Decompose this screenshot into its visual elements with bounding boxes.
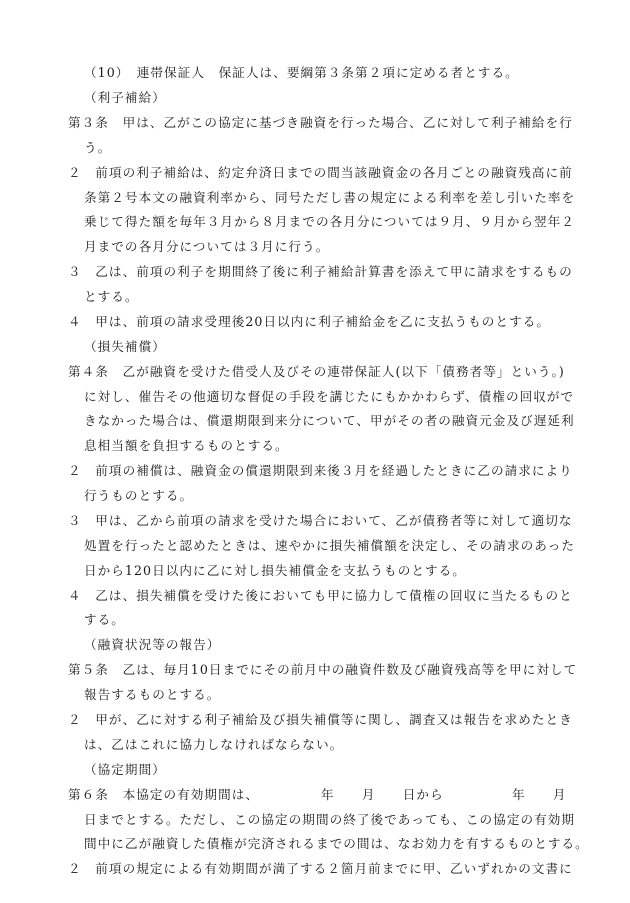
article-5-para-2-line-2: は、乙はこれに協力しなければならない。 bbox=[84, 737, 344, 752]
article-4-line-3: きなかった場合は、償還期限到来分について、甲がその者の融資元金及び遅延利 bbox=[84, 413, 575, 428]
article-6-line-1: 第６条 本協定の有効期間は、 年 月 日から 年 月 bbox=[68, 787, 567, 802]
article-4-line-1: 第４条 乙が融資を受けた借受人及びその連帯保証人(以下「債務者等」という。) bbox=[68, 364, 565, 379]
article-6-line-2: 日までとする。ただし、この協定の期間の終了後であっても、この協定の有効期 bbox=[84, 812, 576, 827]
article-4-para-4-line-2: する。 bbox=[84, 612, 125, 627]
article-4-para-2-line-1: ２ 前項の補償は、融資金の償還期限到来後３月を経過したときに乙の請求により bbox=[68, 463, 573, 478]
article-3-para-3-line-2: とする。 bbox=[84, 289, 139, 304]
article-4-para-3-line-3: 日から120日以内に乙に対し損失補償金を支払うものとする。 bbox=[84, 563, 466, 578]
article-4-para-2-line-2: 行うものとする。 bbox=[84, 488, 194, 503]
heading-interest-subsidy: （利子補給） bbox=[84, 90, 166, 105]
article-5-line-2: 報告するものとする。 bbox=[84, 687, 221, 702]
article-3-para-3-line-1: ３ 乙は、前項の利子を期間終了後に利子補給計算書を添えて甲に請求をするもの bbox=[68, 264, 573, 279]
article-4-para-3-line-1: ３ 甲は、乙から前項の請求を受けた場合において、乙が債務者等に対して適切な bbox=[68, 513, 573, 528]
heading-loss-compensation: （損失補償） bbox=[84, 339, 166, 354]
heading-agreement-period: （協定期間） bbox=[84, 762, 166, 777]
article-6-para-2-line-1: ２ 前項の規定による有効期間が満了する２箇月前までに甲、乙いずれかの文書に bbox=[68, 861, 573, 876]
article-6-line-3: 間中に乙が融資した債権が完済されるまでの間は、なお効力を有するものとする。 bbox=[84, 836, 589, 851]
article-4-line-2: に対し、催告その他適切な督促の手段を講じたにもかかわらず、債権の回収がで bbox=[84, 389, 575, 404]
article-5-para-2-line-1: ２ 甲が、乙に対する利子補給及び損失補償等に関し、調査又は報告を求めたとき bbox=[68, 712, 573, 727]
article-5-line-1: 第５条 乙は、毎月10日までにその前月中の融資件数及び融資残高等を甲に対して bbox=[68, 662, 578, 677]
article-3-line-1: 第３条 甲は、乙がこの協定に基づき融資を行った場合、乙に対して利子補給を行 bbox=[68, 115, 573, 130]
article-4-line-4: 息相当額を負担するものとする。 bbox=[84, 438, 289, 453]
heading-loan-status-report: （融資状況等の報告） bbox=[84, 637, 221, 652]
article-4-para-4-line-1: ４ 乙は、損失補償を受けた後においても甲に協力して債権の回収に当たるものと bbox=[68, 588, 573, 603]
article-3-para-2-line-1: ２ 前項の利子補給は、約定弁済日までの間当該融資金の各月ごとの融資残高に前 bbox=[68, 165, 573, 180]
item-10-guarantor: （10） 連帯保証人 保証人は、要綱第３条第２項に定める者とする。 bbox=[84, 65, 519, 80]
article-3-para-2-line-2: 条第２号本文の融資利率から、同号ただし書の規定による利率を差し引いた率を bbox=[84, 190, 576, 205]
article-3-para-2-line-4: 月までの各月分については３月に行う。 bbox=[84, 239, 330, 254]
article-3-line-2: う。 bbox=[84, 140, 112, 155]
article-3-para-4: ４ 甲は、前項の請求受理後20日以内に利子補給金を乙に支払うものとする。 bbox=[68, 314, 551, 329]
article-4-para-3-line-2: 処置を行ったと認めたときは、速やかに損失補償額を決定し、その請求のあった bbox=[84, 538, 576, 553]
article-3-para-2-line-3: 乗じて得た額を毎年３月から８月までの各月分については９月、９月から翌年２ bbox=[84, 214, 575, 229]
